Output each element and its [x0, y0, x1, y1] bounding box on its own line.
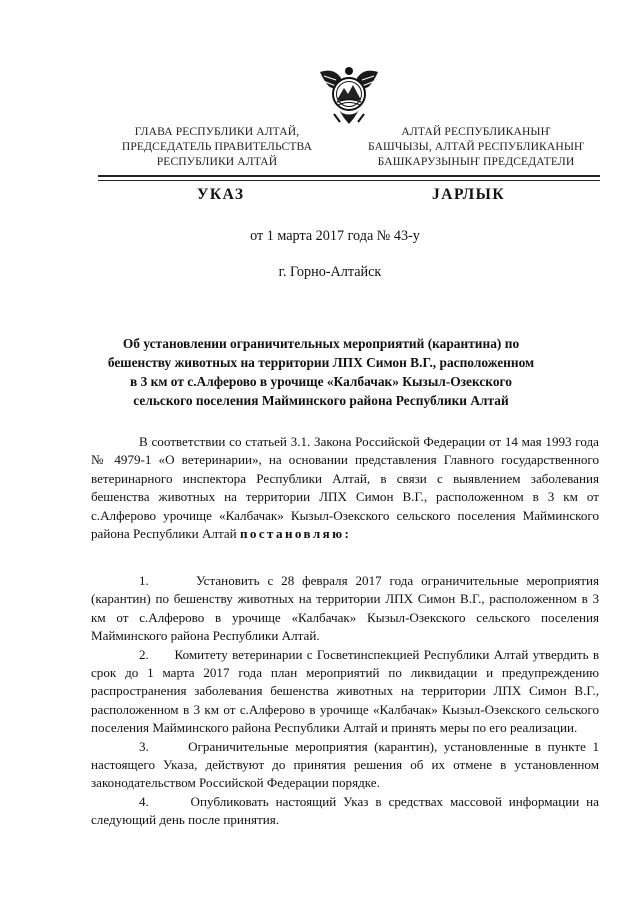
header-left-line-3: РЕСПУБЛИКИ АЛТАЙ [156, 155, 278, 168]
item-text: Опубликовать настоящий Указ в средствах массовой информации на следующий день после принятия. [91, 793, 599, 828]
decree-items [91, 572, 599, 830]
decree-item [91, 646, 599, 738]
header-right-line-1: АЛТАЙ РЕСПУБЛИКАНЫҤ [401, 125, 551, 138]
subject-line-4: сельского поселения Майминского района Республики Алтай [133, 393, 509, 408]
item-number: 2. [139, 646, 149, 662]
header-right-block [358, 124, 594, 169]
document-subject [98, 334, 544, 410]
title-jarlyk: JАРЛЫК [432, 186, 506, 203]
preamble-paragraph [91, 433, 599, 543]
item-text: Комитету ветеринарии с Госветинспекцией Республики Алтай утвердить в срок до 1 марта 2017 года план мероприятий по ликвидации и предупреждению распространения заболевания бешенства животных на территории ЛПХ Симон В.Г., расположенном в 3 км от с.Алферово в урочище «Калбачак» Кызыл-Озекского сельского поселения Майминского района Республики Алтай и принять меры по его реализации. [91, 646, 600, 736]
decree-item [91, 572, 599, 646]
item-number: 4. [139, 793, 149, 809]
document-place: г. Горно-Алтайск [278, 264, 382, 280]
item-number: 1. [139, 573, 149, 588]
title-ukaz: УКАЗ [197, 186, 245, 203]
header-left-line-1: ГЛАВА РЕСПУБЛИКИ АЛТАЙ, [134, 125, 300, 138]
decree-item [91, 793, 599, 830]
decree-item [91, 738, 599, 793]
document-date-number: от 1 марта 2017 года № 43-у [250, 228, 420, 244]
item-number: 3. [139, 738, 149, 754]
decree-word: постановляю: [239, 526, 352, 542]
subject-line-2: бешенству животных на территории ЛПХ Симон В.Г., расположенном [107, 355, 535, 370]
header-left-block [112, 124, 322, 169]
header-divider [98, 175, 600, 181]
coat-of-arms-emblem [316, 64, 382, 128]
preamble-text: В соответствии со статьей 3.1. Закона Российской Федерации от 14 мая 1993 года № 4979-1 «О ветеринарии», на основании представления Главного государственного ветеринарного инспектора Республики Алтай, в связи с выявлением заболевания бешенства животных на территории ЛПХ Симон В.Г., расположенном в 3 км от с.Алферово урочище «Калбачак» Кызыл-Озекского сельского поселения Майминского района Республики Алтай [91, 434, 599, 542]
header-right-line-2: БАШЧЫЗЫ, АЛТАЙ РЕСПУБЛИКАНЫҤ [367, 140, 584, 153]
header-left-line-2: ПРЕДСЕДАТЕЛЬ ПРАВИТЕЛЬСТВА [121, 140, 313, 153]
item-text: Ограничительные мероприятия (карантин), установленные в пункте 1 настоящего Указа, действуют до принятия решения об их отмене в установленном законодательством Российской Федерации порядке. [91, 738, 599, 791]
header-right-line-3: БАШКАРУЗЫНЫҤ ПРЕДСЕДАТЕЛИ [377, 155, 575, 168]
subject-line-1: Об установлении ограничительных мероприятий (карантина) по [122, 336, 520, 351]
subject-line-3: в 3 км от с.Алферово в урочище «Калбачак» Кызыл-Озекского [130, 374, 512, 389]
item-text: Установить с 28 февраля 2017 года ограничительные мероприятия (карантин) по бешенству животных на территории ЛПХ Симон В.Г., расположенном в 3 км от с.Алферово в урочище «Калбачак» Кызыл-Озекского сельского поселения Майминского района Республики Алтай. [91, 573, 599, 644]
